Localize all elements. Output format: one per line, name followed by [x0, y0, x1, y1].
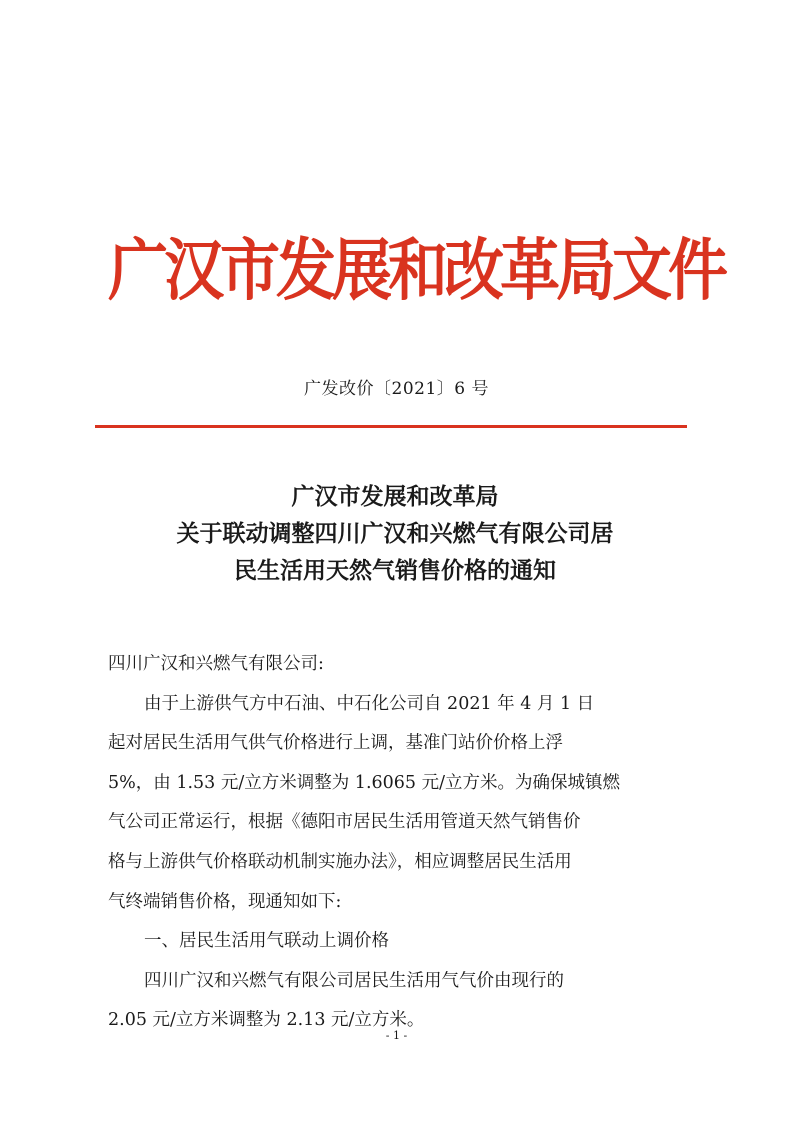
- paragraph-line: 气公司正常运行，根据《德阳市居民生活用管道天然气销售价: [108, 812, 581, 833]
- section-heading: 一、居民生活用气联动上调价格: [144, 931, 389, 952]
- document-body: [108, 645, 688, 1041]
- paragraph-line: 气终端销售价格，现通知如下:: [108, 891, 342, 912]
- recipient-line: 四川广汉和兴燃气有限公司:: [108, 654, 324, 674]
- notice-title: [95, 478, 695, 589]
- paragraph-line: 由于上游供气方中石油、中石化公司自 2021 年 4 月 1 日: [144, 693, 595, 714]
- paragraph-line: 起对居民生活用气供气价格进行上调，基准门站价价格上浮: [108, 733, 563, 754]
- notice-title-line: 广汉市发展和改革局: [291, 483, 499, 510]
- red-divider-line: [95, 425, 687, 428]
- page-number: - 1 -: [385, 1029, 408, 1042]
- paragraph-line: 格与上游供气价格联动机制实施办法》，相应调整居民生活用: [108, 851, 572, 872]
- notice-title-line: 关于联动调整四川广汉和兴燃气有限公司居: [176, 520, 614, 547]
- paragraph-line: 5%，由 1.53 元/立方米调整为 1.6065 元/立方米。为确保城镇燃: [108, 772, 621, 793]
- paragraph-line: 2.05 元/立方米调整为 2.13 元/立方米。: [108, 1010, 425, 1031]
- document-number: 广发改价〔2021〕6 号: [304, 379, 489, 399]
- notice-title-line: 民生活用天然气销售价格的通知: [234, 557, 556, 584]
- issuing-authority-header: 广汉市发展和改革局文件: [108, 232, 724, 311]
- paragraph-line: 四川广汉和兴燃气有限公司居民生活用气气价由现行的: [144, 970, 564, 991]
